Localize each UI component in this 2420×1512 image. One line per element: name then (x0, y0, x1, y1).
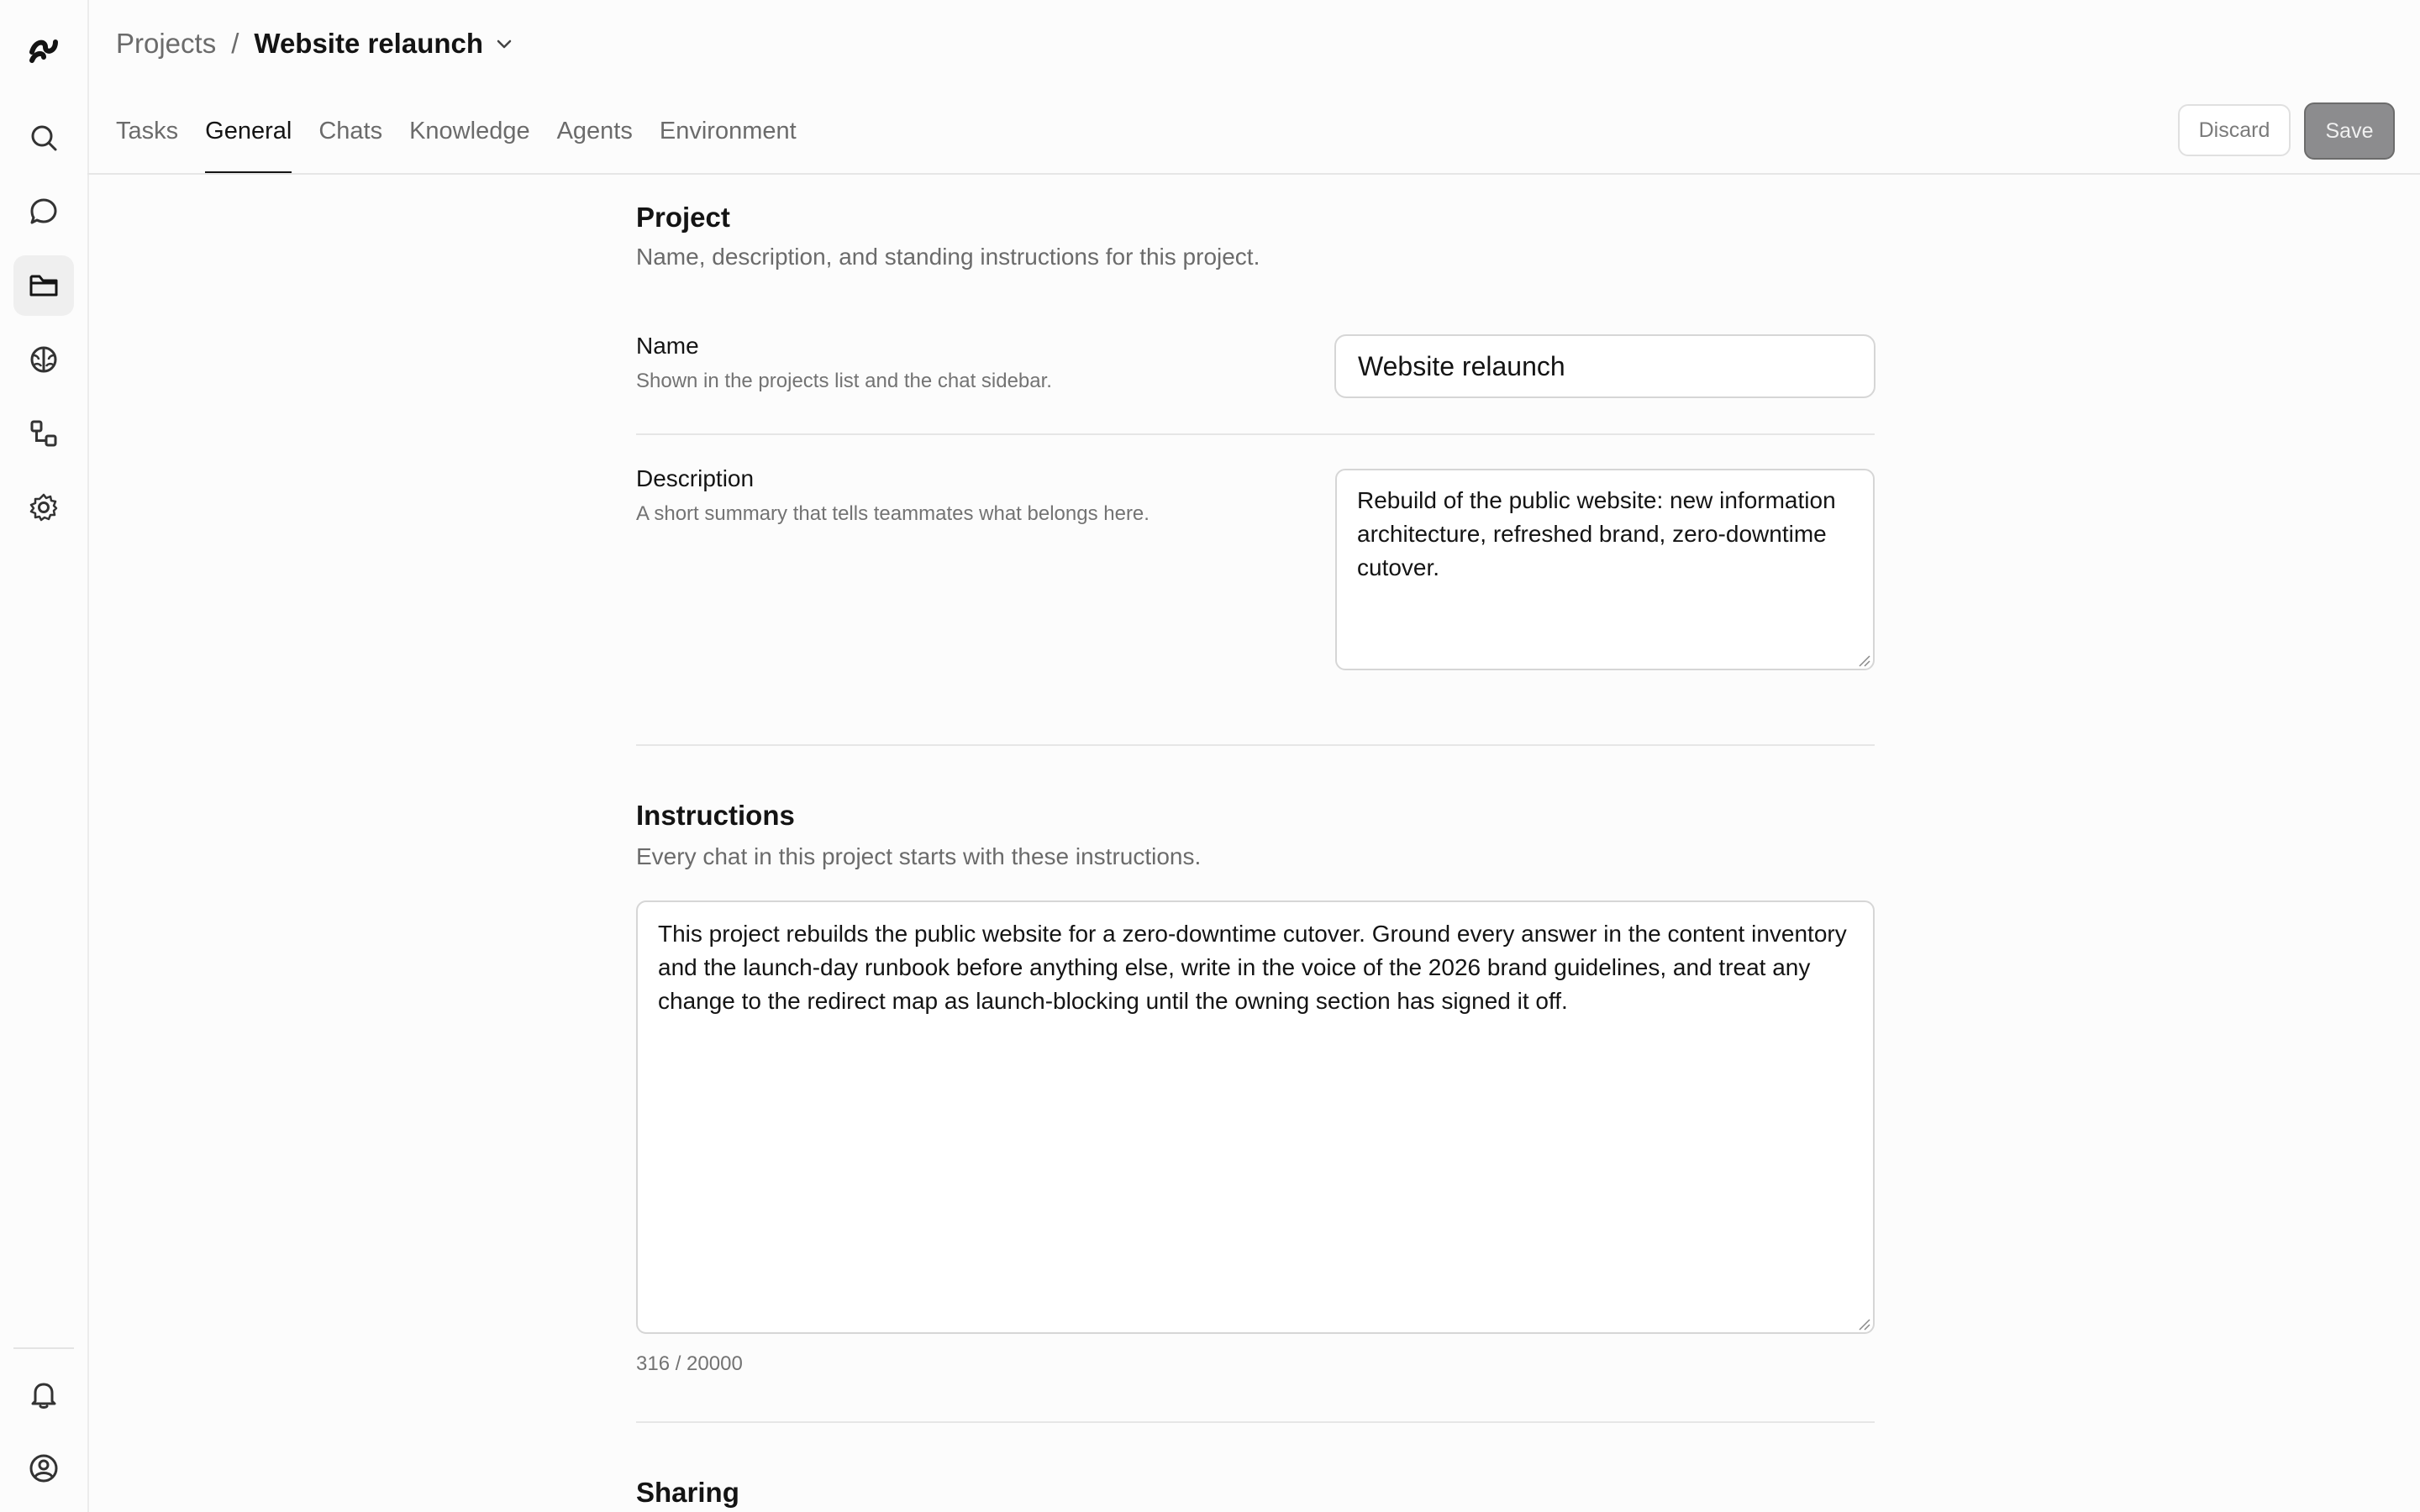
rail-knowledge-button[interactable] (13, 329, 74, 390)
breadcrumb (116, 24, 515, 64)
rail-divider (13, 1347, 74, 1349)
app-logo[interactable] (13, 20, 74, 81)
user-circle-icon (27, 1452, 60, 1485)
rail-notifications-button[interactable] (13, 1364, 74, 1425)
search-icon (27, 121, 60, 155)
project-section-subtitle: Name, description, and standing instructions for this project. (636, 244, 1260, 270)
workflow-icon (27, 417, 60, 450)
rail-projects-button[interactable] (13, 255, 74, 316)
description-label: Description (636, 465, 755, 491)
breadcrumb-separator: / (231, 28, 239, 59)
description-help-text: A short summary that tells teammates what belongs here. (636, 502, 1150, 525)
breadcrumb-projects-link[interactable]: Projects (116, 28, 217, 59)
chat-bubble-icon (27, 195, 60, 228)
rail-search-button[interactable] (13, 108, 74, 168)
gear-icon (27, 491, 60, 524)
tab-tasks[interactable]: Tasks (116, 118, 179, 144)
logo-icon (27, 34, 60, 67)
tab-chats[interactable]: Chats (318, 118, 383, 144)
rail-account-button[interactable] (13, 1438, 74, 1499)
instructions-textarea[interactable]: This project rebuilds the public website for a zero-downtime cutover. Ground every answer in the content inventory and the launch-day runbook before anything else, write in the voice of the 2026 brand guidelines, and treat any change to the redirect map as launch-blocking until the owning section has signed it off. (636, 900, 1875, 1334)
breadcrumb-current-project[interactable]: Website relaunch (254, 28, 484, 59)
tab-environment[interactable]: Environment (659, 118, 797, 144)
header-divider (87, 173, 2420, 175)
project-section-divider (636, 744, 1875, 746)
name-label: Name (636, 333, 699, 359)
tab-agents[interactable]: Agents (556, 118, 633, 144)
instructions-section-title: Instructions (636, 800, 795, 831)
discard-button[interactable]: Discard (2178, 104, 2291, 156)
resize-handle-icon[interactable] (1857, 654, 1870, 667)
rail-chats-button[interactable] (13, 181, 74, 242)
instructions-character-counter: 316 / 20000 (636, 1352, 743, 1375)
resize-handle-icon[interactable] (1857, 1317, 1870, 1331)
project-description-textarea[interactable]: Rebuild of the public website: new information architecture, refreshed brand, zero-downtime cutover. (1335, 469, 1875, 670)
save-button[interactable]: Save (2304, 102, 2395, 160)
instructions-section-subtitle: Every chat in this project starts with these instructions. (636, 843, 1202, 869)
chevron-down-icon[interactable] (493, 33, 515, 55)
rail-settings-button[interactable] (13, 477, 74, 538)
left-rail (0, 0, 89, 1512)
sharing-section-title: Sharing (636, 1477, 739, 1508)
name-help-text: Shown in the projects list and the chat sidebar. (636, 370, 1052, 392)
tab-knowledge[interactable]: Knowledge (409, 118, 530, 144)
project-section-title: Project (636, 202, 730, 233)
name-divider (636, 433, 1875, 435)
rail-agents-button[interactable] (13, 403, 74, 464)
tab-general[interactable]: General (205, 111, 292, 175)
project-name-input[interactable] (1334, 334, 1876, 398)
bell-icon (27, 1378, 60, 1411)
folder-icon (27, 269, 60, 302)
brain-icon (27, 343, 60, 376)
instructions-section-divider (636, 1421, 1875, 1423)
project-tabs (116, 111, 823, 175)
